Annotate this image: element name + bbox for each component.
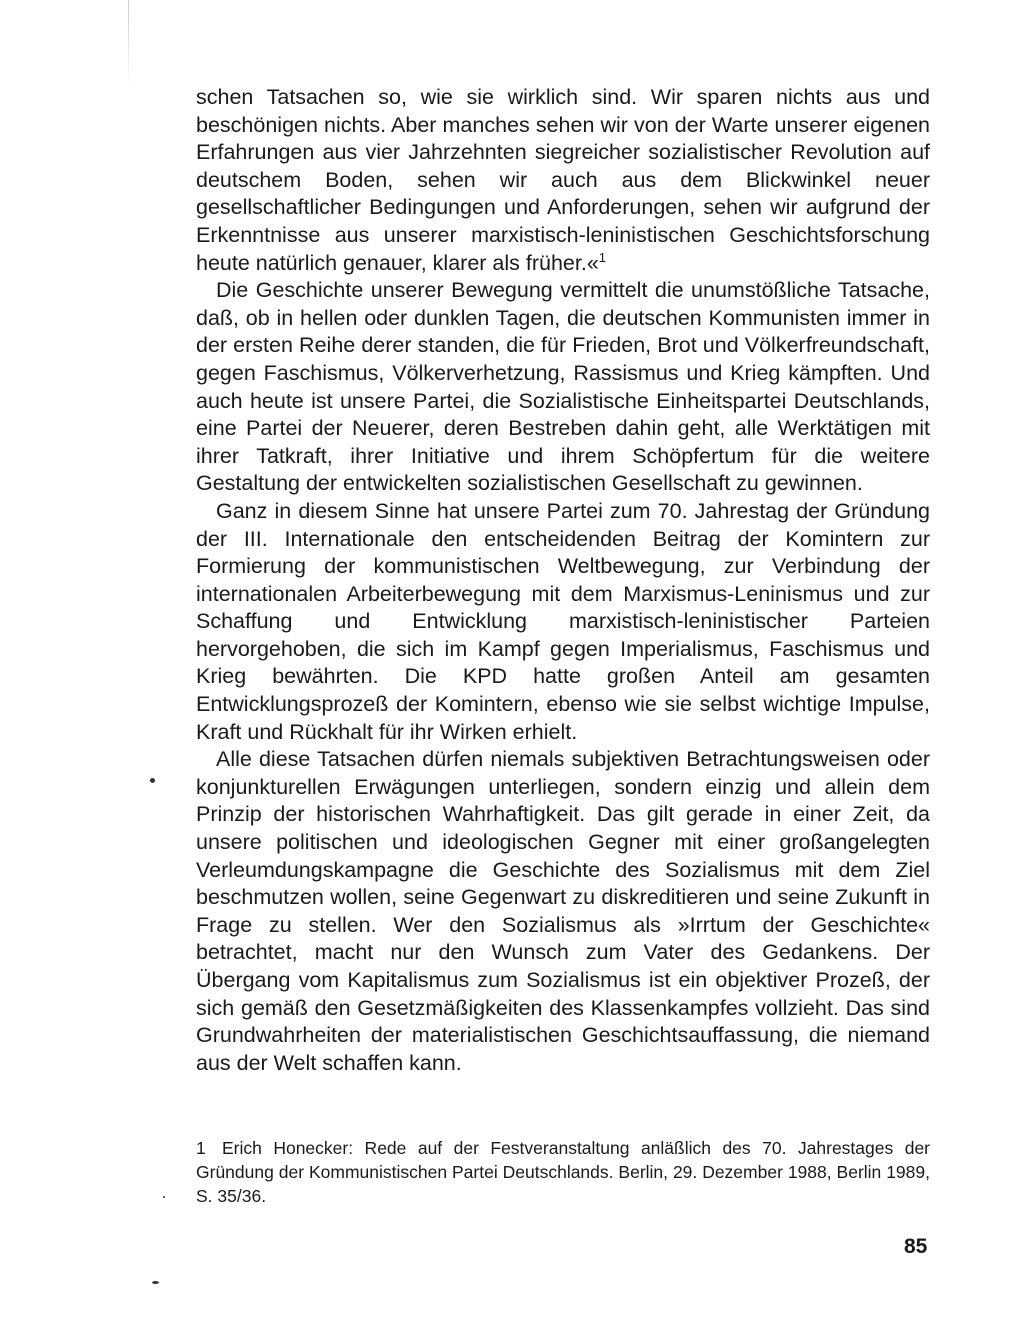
- paragraph-1: [196, 84, 930, 277]
- body-text: [196, 84, 930, 1077]
- scan-speck: [150, 778, 155, 783]
- paragraph-4: Alle diese Tatsachen dürfen niemals subjektiven Betrachtungsweisen oder konjunkturellen Erwägungen unterliegen, sondern einzig und allein dem Prinzip der historischen Wahrhaftigkeit. Das gilt gerade in einer Zeit, da unsere politischen und ideologischen Gegner mit einer großangelegten Verleumdungskampagne die Geschichte des Sozialismus mit dem Ziel beschmutzen wollen, seine Gegenwart zu diskreditieren und seine Zukunft in Frage zu stellen. Wer den Sozialismus als »Irrtum der Geschichte« betrachtet, macht nur den Wunsch zum Vater des Gedankens. Der Übergang vom Kapitalismus zum Sozialismus ist ein objektiver Prozeß, der sich gemäß den Gesetzmäßigkeiten des Klassenkampfes vollzieht. Das sind Grundwahrheiten der materialistischen Geschichtsauffassung, die niemand aus der Welt schaffen kann.: [196, 747, 930, 1075]
- paragraph-1-text: schen Tatsachen so, wie sie wirklich sind. Wir sparen nichts aus und beschönigen nichts. Aber manches sehen wir von der Warte unserer eigenen Erfahrungen aus vier Jahrzehnten siegreicher sozialistischer Revolution auf deutschem Boden, sehen wir auch aus dem Blickwinkel neuer gesellschaftlicher Bedingungen und Anforderungen, sehen wir aufgrund der Erkenntnisse aus unserer marxistisch-leninistischen Geschichtsforschung heute natürlich genauer, klarer als früher.«: [196, 85, 930, 275]
- footnote: [196, 1136, 930, 1208]
- scan-speck: [152, 1281, 159, 1284]
- scan-speck: [163, 1196, 165, 1198]
- page-number: 85: [904, 1235, 928, 1258]
- footnote-text: Erich Honecker: Rede auf der Festveranstaltung anläßlich des 70. Jahrestages der Gründung der Kommunistischen Partei Deutschlands. Berlin, 29. Dezember 1988, Berlin 1989, S. 35/36.: [196, 1138, 930, 1206]
- scan-gutter-mark: [128, 0, 129, 90]
- footnote-reference: 1: [598, 249, 607, 265]
- paragraph-2: Die Geschichte unserer Bewegung vermittelt die unumstößliche Tatsache, daß, ob in hellen oder dunklen Tagen, die deutschen Kommunisten immer in der ersten Reihe derer standen, die für Frieden, Brot und Völkerfreundschaft, gegen Faschismus, Völkerverhetzung, Rassismus und Krieg kämpften. Und auch heute ist unsere Partei, die Sozialistische Einheitspartei Deutschlands, eine Partei der Neuerer, deren Bestreben dahin geht, alle Werktätigen mit ihrer Tatkraft, ihrer Initiative und ihrem Schöpfertum für die weitere Gestaltung der entwickelten sozialistischen Gesellschaft zu gewinnen.: [196, 278, 930, 496]
- footnote-number: 1: [196, 1138, 206, 1158]
- paragraph-3: Ganz in diesem Sinne hat unsere Partei zum 70. Jahrestag der Gründung der III. Internationale den entscheidenden Beitrag der Komintern zur Formierung der kommunistischen Weltbewegung, zur Verbindung der internationalen Arbeiterbewegung mit dem Marxismus-Leninismus und zur Schaffung und Entwicklung marxistisch-leninistischer Parteien hervorgehoben, die sich im Kampf gegen Imperialismus, Faschismus und Krieg bewährten. Die KPD hatte großen Anteil am gesamten Entwicklungsprozeß der Komintern, ebenso wie sie selbst wichtige Impulse, Kraft und Rückhalt für ihr Wirken erhielt.: [196, 498, 930, 744]
